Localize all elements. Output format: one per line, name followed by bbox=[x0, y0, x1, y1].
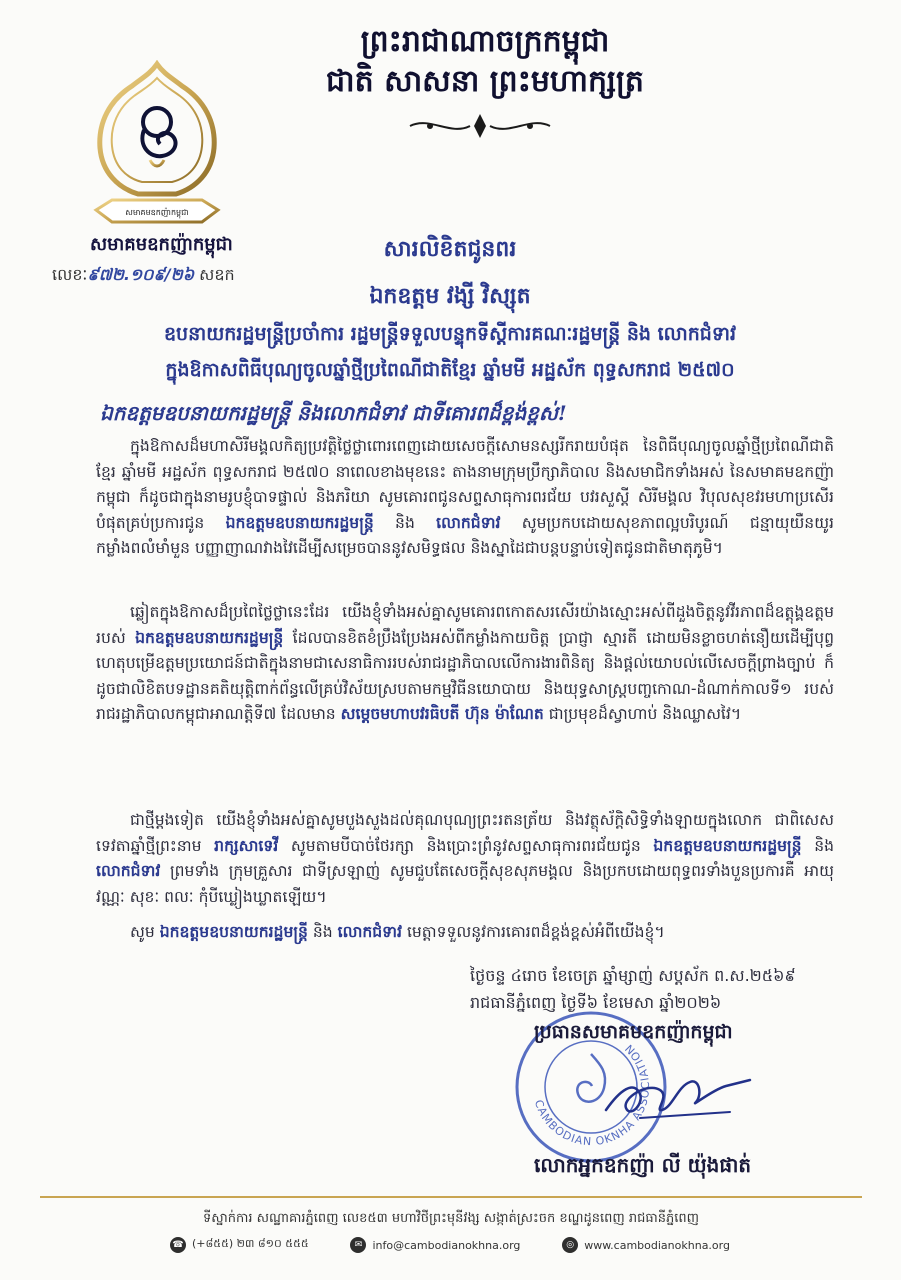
p4-and: និង bbox=[312, 923, 333, 941]
handwritten-signature bbox=[600, 1060, 760, 1130]
paragraph-3 bbox=[96, 808, 834, 910]
p3-and: និង bbox=[814, 836, 834, 855]
letter-type-title: សារលិខិតជូនពរ bbox=[383, 236, 517, 262]
paragraph-2 bbox=[96, 600, 834, 728]
footer-contacts bbox=[170, 1235, 730, 1255]
p1-text: ក្នុងឱកាសដ៏មហាសិរីមង្គលកិត្យប្រវត្តិថ្លៃថ្លាពោរពេញដោយសេចក្តីសោមនស្សរីករាយបំផុត នៃពិធីបុណ្យចូលឆ្នាំថ្មីប្រពៃណីជាតិខ្មែរ ឆ្នាំមមី អដ្ឋស័ក ពុទ្ធសករាជ ២៥៧០ នាពេលខាងមុខនេះ តាងនាមក្រុមប្រឹក្សាភិបាល និងសមាជិកទាំងអស់ នៃសមាគមឧកញ៉ាកម្ពុជា ក៏ដូចជាក្នុងនាមរូបខ្ញុំបាទផ្ទាល់ និងភរិយា សូមគោរពជូនសព្ទសាធុការពរជ័យ បវរសួស្តី សិរីមង្គល វិបុលសុខវរមហាប្រសើរបំផុតគ្រប់ប្រការជូន bbox=[96, 437, 834, 532]
association-logo bbox=[92, 60, 222, 235]
ref-value: ៩៧២.១០៩/២៦ bbox=[87, 265, 195, 284]
p3-mid: សូមតាមបីបាច់ថែរក្សា និងប្រោះព្រំនូវសព្ទសាធុការពរជ័យជូន bbox=[290, 836, 641, 855]
ref-label: លេខៈ bbox=[52, 265, 88, 284]
recipient-name: ឯកឧត្តម វង្សី វិស្សុត bbox=[369, 283, 531, 309]
p1-spouse: លោកជំទាវ bbox=[436, 513, 501, 532]
p4-recipient: ឯកឧត្តមឧបនាយករដ្ឋមន្រ្តី bbox=[159, 923, 308, 941]
p3-deity: រាក្សសាទេវី bbox=[214, 836, 279, 855]
contact-phone bbox=[170, 1237, 309, 1253]
ref-suffix: សឧក bbox=[199, 265, 235, 284]
footer-address: ទីស្នាក់ការ សណ្ឋាគារភ្នំពេញ លេខ៥៣ មហាវិថីព្រះមុនីវង្ស សង្កាត់ស្រះចក ខណ្ឌដូនពេញ រាជធានីភ្នំពេញ bbox=[203, 1211, 699, 1226]
email-text[interactable]: info@cambodianokhna.org bbox=[372, 1238, 521, 1252]
p3-tail: ព្រមទាំង ក្រុមគ្រួសារ ជាទីស្រឡាញ់ សូមជួបតែសេចក្តីសុខសុភមង្គល និងប្រកបដោយពុទ្ធពរទាំងបួនប្រការគឺ អាយុ វណ្ណៈ សុខៈ ពលៈ កុំបីឃ្លៀងឃ្លាតឡើយ។ bbox=[96, 862, 834, 906]
p2-tail: ដែលបានខិតខំប្រឹងប្រែងអស់ពីកម្លាំងកាយចិត្ត ប្រាជ្ញា ស្មារតី ដោយមិនខ្លាចហត់នឿយដើម្បីបុព្វហេតុបម្រើឧត្តមប្រយោជន៍ជាតិក្នុងនាមជាសេនាធិការរបស់រាជរដ្ឋាភិបាលលើការងារពិនិត្យ និងផ្តល់យោបល់លើសេចក្តីព្រាងច្បាប់ ក៏ដូចជាលិខិតបទដ្ឋានគតិយុត្តិពាក់ព័ន្ធលើគ្រប់វិស័យស្របតាមកម្មវិធីនយោបាយ និងយុទ្ធសាស្រ្តបញ្ចកោណ-ដំណាក់កាលទី១ របស់រាជរដ្ឋាភិបាលកម្ពុជាអាណត្តិទី៧ ដែលមាន bbox=[96, 628, 834, 724]
p3-text: ជាថ្មីម្តងទៀត យើងខ្ញុំទាំងអស់គ្នាសូមបួងសួងដល់គុណបុណ្យព្រះរតនត្រ័យ និងវត្ថុស័ក្តិសិទ្ធិទាំងឡាយក្នុងលោក ជាពិសេសទេវតាឆ្នាំថ្មីព្រះនាម bbox=[96, 811, 834, 855]
website-text[interactable]: www.cambodianokhna.org bbox=[584, 1238, 730, 1252]
p4-tail: មេត្តាទទួលនូវការគោរពដ៏ខ្ពង់ខ្ពស់អំពីយើងខ្ញុំ។ bbox=[406, 923, 665, 941]
phone-text: (+៨៥៥) ២៣ ៨១០ ៥៥៥ bbox=[192, 1237, 309, 1250]
ornament-divider bbox=[400, 112, 560, 140]
p1-recipient: ឯកឧត្តមឧបនាយករដ្ឋមន្រ្តី bbox=[225, 513, 374, 532]
p4-start: សូម bbox=[130, 923, 155, 941]
phone-icon: ☎ bbox=[170, 1237, 186, 1253]
email-icon: ✉ bbox=[350, 1237, 366, 1253]
p1-tail: សូមប្រកបដោយសុខភាពល្អបរិបូរណ៍ ជន្មាយុយឺនយូរ កម្លាំងពលំមាំមួន បញ្ញាញាណវាងវៃដើម្បីសម្រេចបាននូវសមិទ្ធផល និងស្នាដៃជាបន្តបន្ទាប់ទៀតជូនជាតិមាតុភូមិ។ bbox=[96, 513, 834, 558]
recipient-position: ឧបនាយករដ្ឋមន្រ្តីប្រចាំការ រដ្ឋមន្រ្តីទទួលបន្ទុកទីស្តីការគណៈរដ្ឋមន្រ្តី និង លោកជំទាវ bbox=[164, 323, 736, 345]
p4-spouse: លោកជំទាវ bbox=[337, 923, 402, 941]
association-name: សមាគមឧកញ៉ាកម្ពុជា bbox=[90, 234, 233, 255]
p1-and: និង bbox=[395, 513, 415, 532]
footer-divider bbox=[40, 1196, 862, 1198]
p3-spouse: លោកជំទាវ bbox=[96, 862, 161, 881]
globe-icon: ◎ bbox=[562, 1237, 578, 1253]
kingdom-heading: ព្រះរាជាណាចក្រកម្ពុជា bbox=[360, 24, 610, 59]
national-motto: ជាតិ សាសនា ព្រះមហាក្សត្រ bbox=[326, 64, 644, 99]
signatory-name: លោកអ្នកឧកញ៉ា លី យ៉ុងផាត់ bbox=[534, 1153, 752, 1177]
paragraph-4 bbox=[96, 920, 834, 946]
p2-end: ជាប្រមុខដ៏ស្វាហាប់ និងឈ្លាសវៃ។ bbox=[548, 705, 742, 724]
logo-banner-text: សមាគមឧកញ៉ាកម្ពុជា bbox=[125, 208, 189, 217]
salutation: ឯកឧត្តមឧបនាយករដ្ឋមន្រ្តី និងលោកជំទាវ ជាទីគោរពដ៏ខ្ពង់ខ្ពស់! bbox=[100, 401, 567, 425]
p2-text: ឆ្លៀតក្នុងឱកាសដ៏ប្រពៃថ្លៃថ្លានេះដែរ យើងខ្ញុំទាំងអស់គ្នាសូមគោរពកោតសរសើរយ៉ាងស្មោះអស់ពីដួងចិត្តនូវវីរភាពដ៏ឧត្តុង្គឧត្តមរបស់ bbox=[96, 603, 834, 647]
p2-leader: សម្តេចមហាបវរធិបតី ហ៊ុន ម៉ាណែត bbox=[340, 705, 544, 724]
contact-email[interactable] bbox=[350, 1237, 520, 1253]
p3-recipient: ឯកឧត្តមឧបនាយករដ្ឋមន្រ្តី bbox=[653, 836, 802, 855]
p2-recipient: ឯកឧត្តមឧបនាយករដ្ឋមន្រ្តី bbox=[135, 628, 284, 647]
paragraph-1 bbox=[96, 434, 834, 562]
signatory-title: ប្រធានសមាគមឧកញ៉ាកម្ពុជា bbox=[534, 1021, 733, 1043]
stamp-text: CAMBODIAN OKNHA ASSOCIATION bbox=[531, 1041, 653, 1149]
occasion-line: ក្នុងឱកាសពិធីបុណ្យចូលឆ្នាំថ្មីប្រពៃណីជាតិខ្មែរ ឆ្នាំមមី អដ្ឋស័ក ពុទ្ធសករាជ ២៥៧០ bbox=[165, 359, 735, 381]
date-solar: រាជធានីភ្នំពេញ ថ្ងៃទី៦ ខែមេសា ឆ្នាំ២០២៦ bbox=[470, 993, 722, 1012]
contact-website[interactable] bbox=[562, 1237, 730, 1253]
date-lunar: ថ្ងៃចន្ទ ៤រោច ខែចេត្រ ឆ្នាំម្សាញ់ សប្តស័ក ព.ស.២៥៦៩ bbox=[470, 966, 796, 985]
